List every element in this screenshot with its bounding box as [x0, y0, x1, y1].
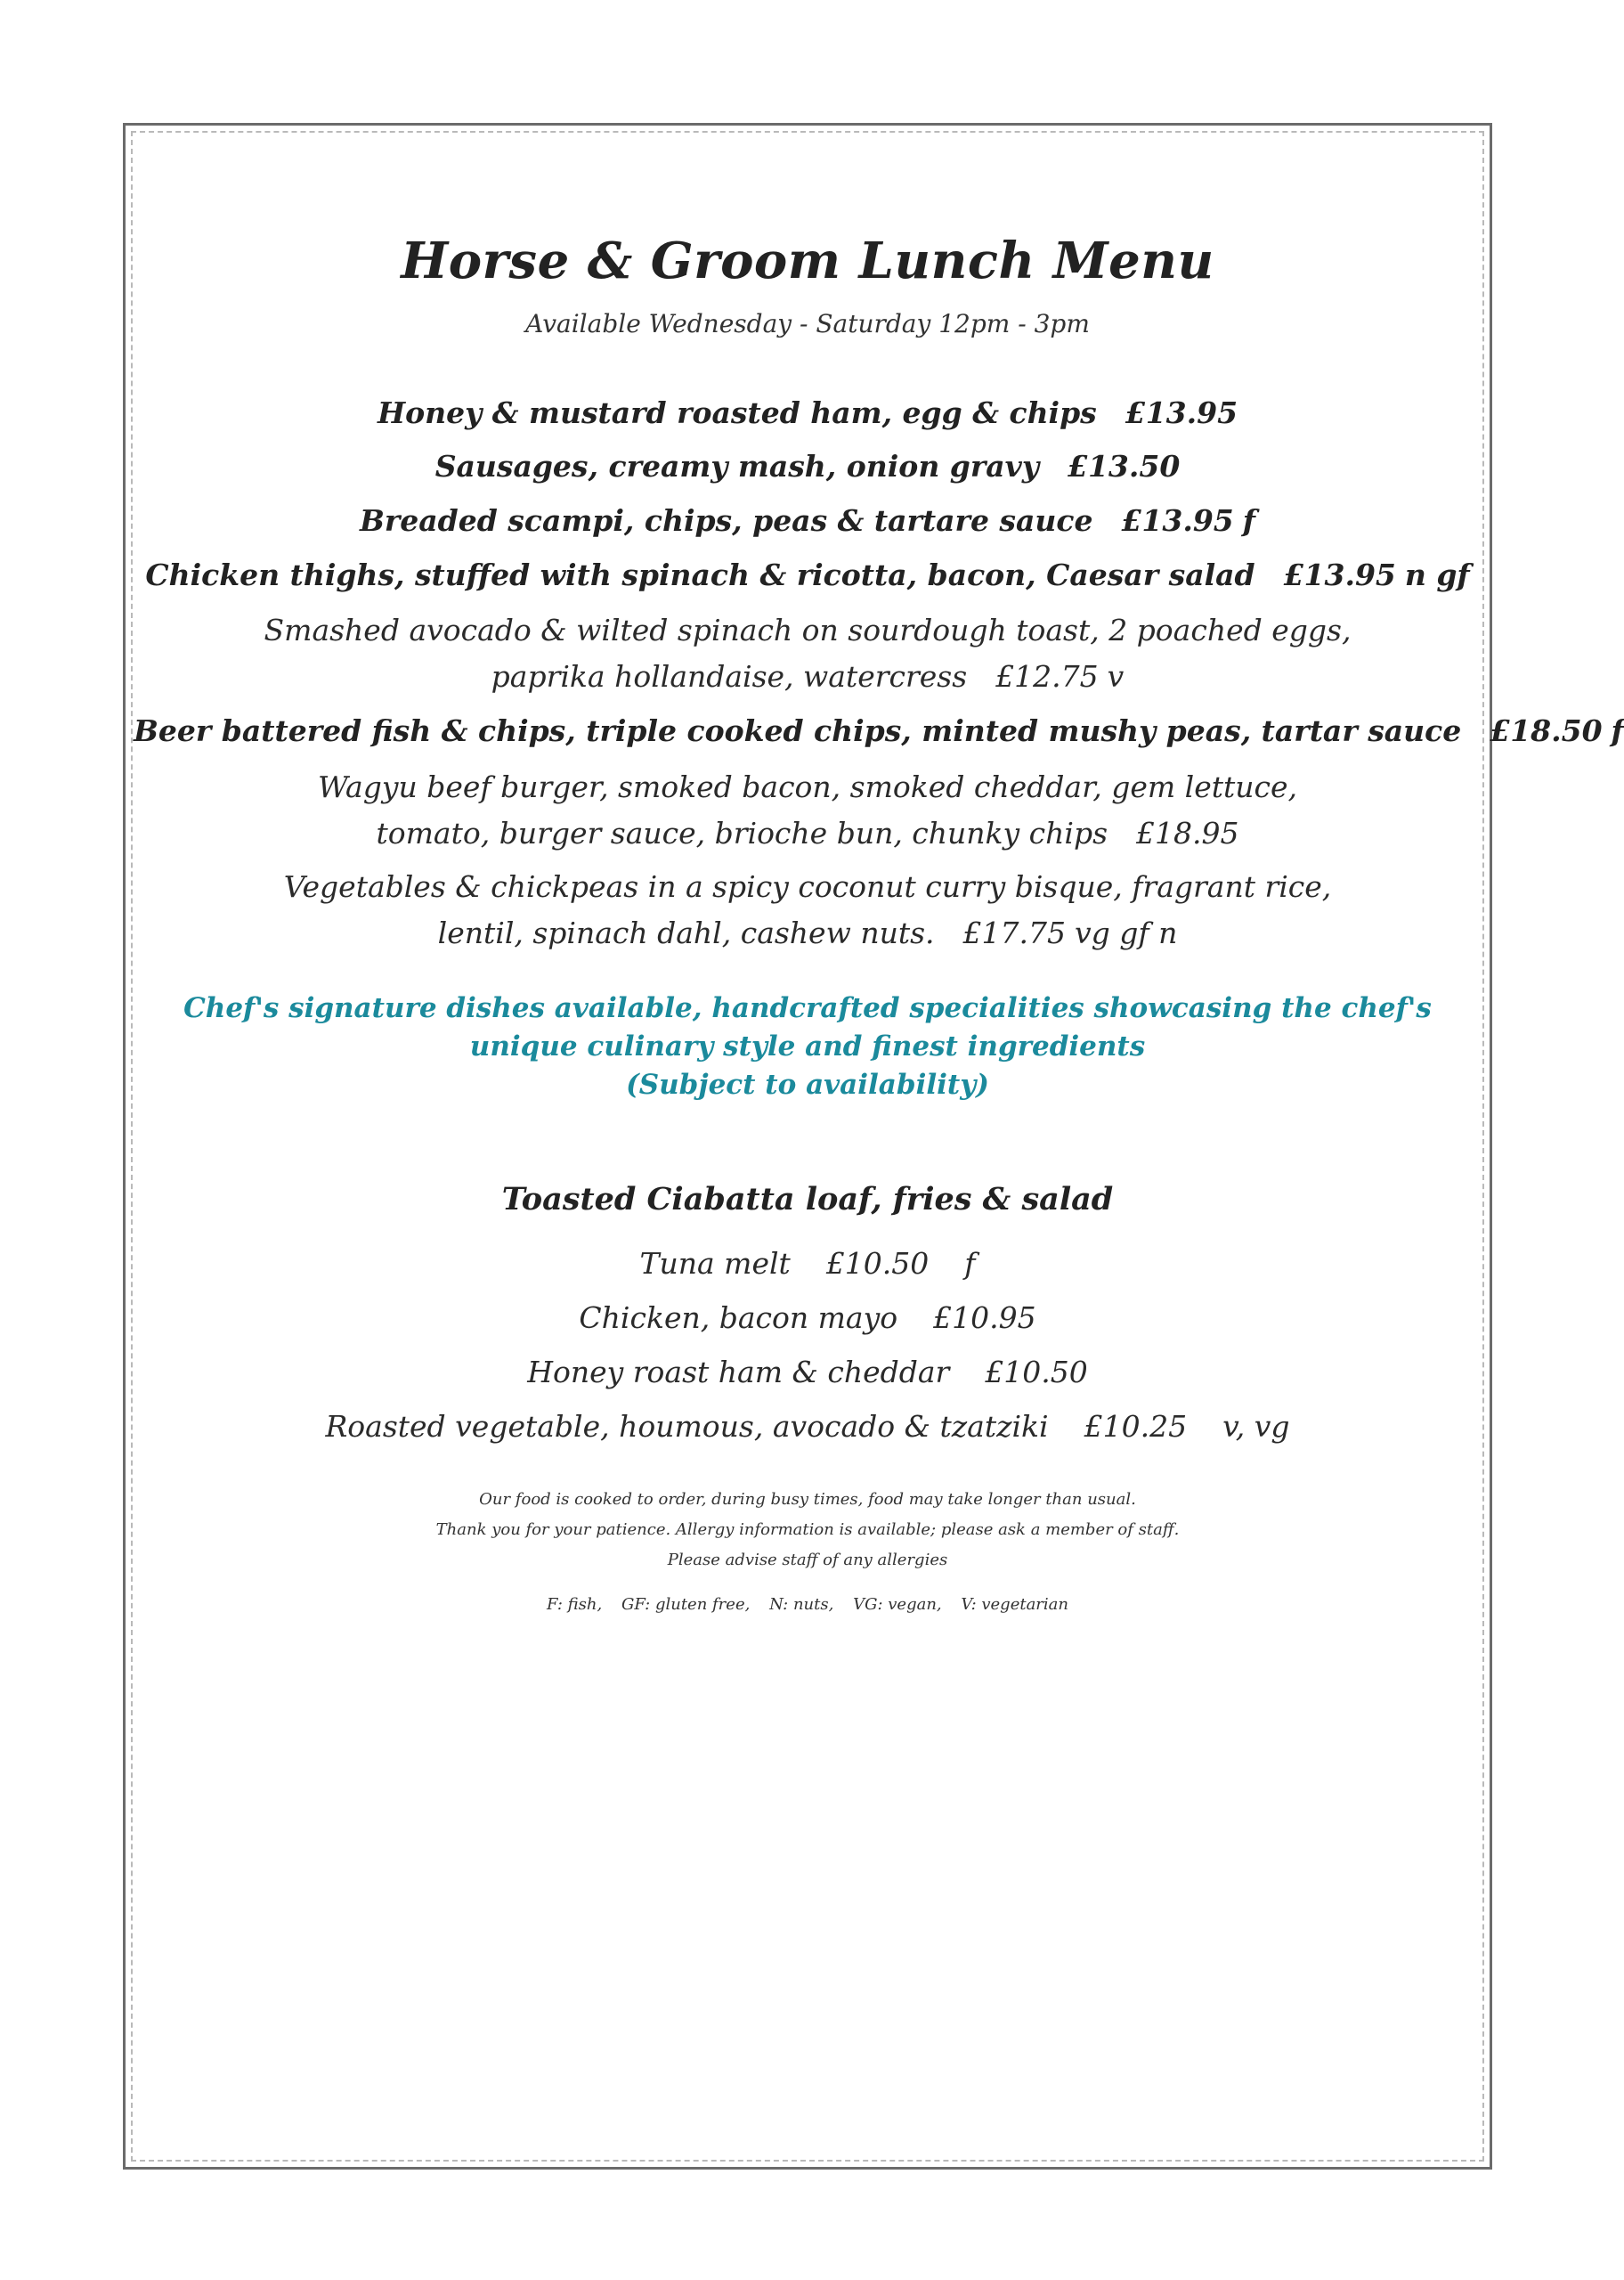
- dish-price: £13.95: [1283, 558, 1396, 592]
- dish-item: [134, 556, 1482, 595]
- ciabatta-item: [134, 1299, 1482, 1338]
- dish-tags: v: [1107, 659, 1125, 694]
- dish-name: Beer battered fish & chips, triple cooked chips, minted mushy peas, tartar sauce: [134, 713, 1462, 748]
- dish-name: Vegetables & chickpeas in a spicy coconut curry bisque, fragrant rice, lentil, spinach dahl, cashew nuts.: [283, 869, 1332, 950]
- dish-name: Chicken thighs, stuffed with spinach & ricotta, bacon, Caesar salad: [145, 558, 1255, 592]
- dish-item: [249, 864, 1366, 957]
- dish-name: Breaded scampi, chips, peas & tartare sauce: [360, 503, 1093, 538]
- dish-item: [134, 447, 1482, 486]
- menu-subtitle: Available Wednesday - Saturday 12pm - 3pm: [525, 309, 1090, 338]
- signature-line: Chef's signature dishes available, handcrafted specialities showcasing the chef's: [183, 992, 1432, 1024]
- ciabatta-item: [134, 1407, 1482, 1446]
- dish-price: £18.95: [1136, 816, 1239, 851]
- chef-signature-note: [134, 989, 1482, 1104]
- dish-item: [134, 501, 1482, 541]
- ciabatta-item-name: Tuna melt: [639, 1246, 791, 1281]
- ciabatta-item-name: Roasted vegetable, houmous, avocado & tzatziki: [325, 1409, 1049, 1444]
- ciabatta-item-name: Honey roast ham & cheddar: [527, 1355, 950, 1389]
- ciabatta-item-price: £10.50: [985, 1355, 1088, 1389]
- signature-line: unique culinary style and finest ingredients: [469, 1030, 1146, 1063]
- dish-price: £13.50: [1068, 449, 1181, 484]
- ciabatta-item-price: £10.95: [933, 1300, 1036, 1335]
- dish-item: [134, 394, 1482, 433]
- ciabatta-item: [134, 1353, 1482, 1392]
- ciabatta-section-title: Toasted Ciabatta loaf, fries & salad: [501, 1181, 1114, 1217]
- ciabatta-item-name: Chicken, bacon mayo: [579, 1300, 898, 1335]
- dish-name: Wagyu beef burger, smoked bacon, smoked cheddar, gem lettuce, tomato, burger sauce, brioche bun, chunky chips: [317, 770, 1298, 851]
- dish-price: £13.95: [1125, 395, 1238, 430]
- dish-price: £17.75: [962, 916, 1066, 950]
- dish-name: Honey & mustard roasted ham, egg & chips: [377, 395, 1097, 430]
- ciabatta-item: [134, 1244, 1482, 1283]
- allergen-key-item: VG: vegan,: [853, 1595, 942, 1614]
- allergen-key-item: V: vegetarian: [961, 1595, 1068, 1614]
- dish-item: [258, 764, 1357, 857]
- menu-title: Horse & Groom Lunch Menu: [401, 232, 1214, 290]
- allergen-key: [134, 1594, 1482, 1616]
- dish-tags: vg gf n: [1074, 916, 1178, 950]
- dish-item: [249, 607, 1366, 700]
- dish-item: [134, 712, 1624, 751]
- allergen-key-item: F: fish,: [547, 1595, 603, 1614]
- allergen-key-item: GF: gluten free,: [621, 1595, 751, 1614]
- dish-tags: f: [1611, 713, 1624, 748]
- dish-price: £13.95: [1121, 503, 1234, 538]
- dish-tags: n gf: [1404, 558, 1470, 592]
- dish-price: £18.50: [1490, 713, 1603, 748]
- signature-line: (Subject to availability): [626, 1069, 989, 1101]
- dish-tags: f: [1242, 503, 1255, 538]
- allergen-key-item: N: nuts,: [769, 1595, 834, 1614]
- footer-note: Thank you for your patience. Allergy information is available; please ask a member of staff.: [435, 1520, 1180, 1539]
- footer-note: Our food is cooked to order, during busy times, food may take longer than usual.: [479, 1490, 1136, 1509]
- dish-name: Sausages, creamy mash, onion gravy: [434, 449, 1039, 484]
- ciabatta-item-tags: v, vg: [1222, 1409, 1290, 1444]
- footer-note: Please advise staff of any allergies: [667, 1551, 948, 1569]
- dish-price: £12.75: [995, 659, 1099, 694]
- ciabatta-item-tags: f: [964, 1246, 976, 1281]
- dish-name: Smashed avocado & wilted spinach on sourdough toast, 2 poached eggs, paprika hollandaise, watercress: [264, 613, 1352, 694]
- ciabatta-item-price: £10.25: [1084, 1409, 1188, 1444]
- menu-frame-inner-dashed: [131, 131, 1484, 2162]
- ciabatta-item-price: £10.50: [825, 1246, 930, 1281]
